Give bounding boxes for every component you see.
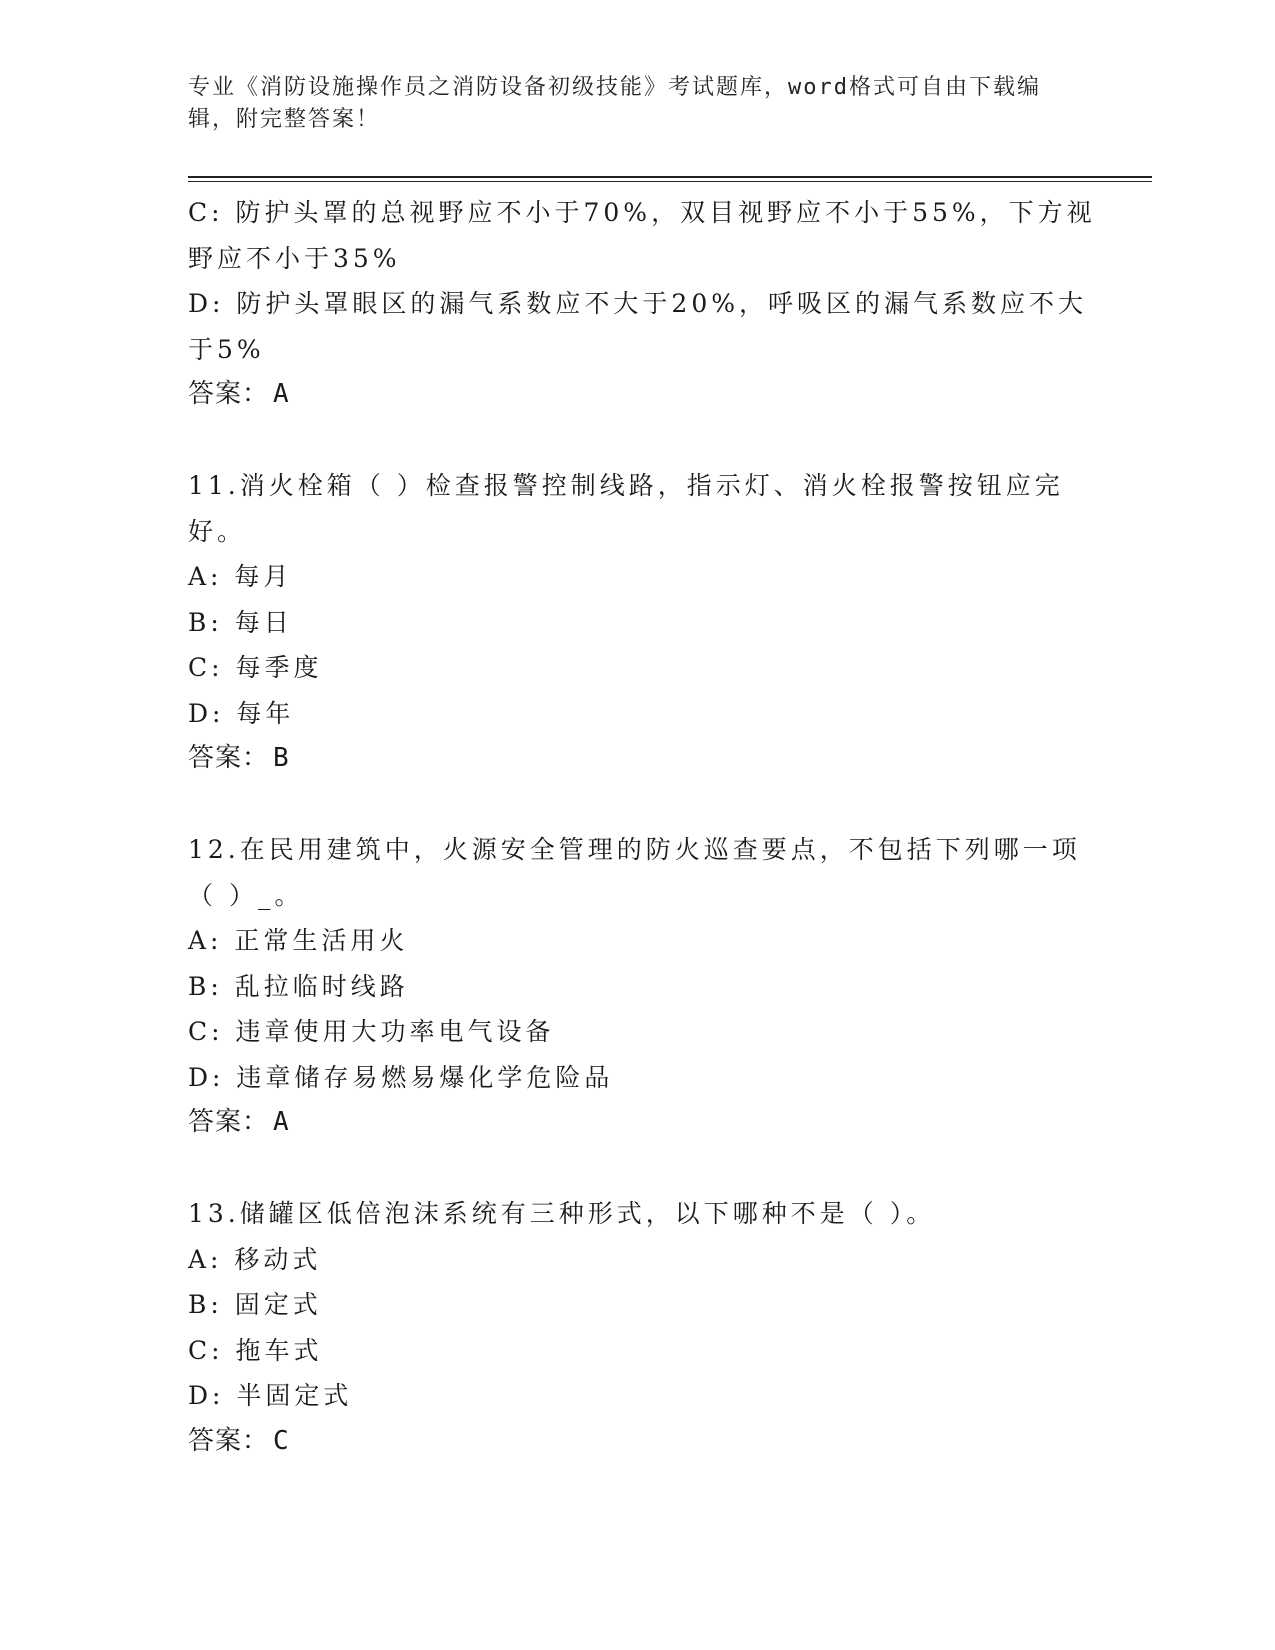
option-d: D: 半固定式: [188, 1381, 353, 1410]
question-11: [188, 463, 1088, 782]
question-13: [188, 1191, 1088, 1464]
header-line-1: 专业《消防设施操作员之消防设备初级技能》考试题库，word格式可自由下载编: [188, 75, 1041, 100]
question-12: [188, 827, 1088, 1146]
question-stem-line-1: 11.消火栓箱（ ）检查报警控制线路，指示灯、消火栓报警按钮应完: [188, 471, 1064, 500]
question-10-continuation: [188, 190, 1096, 418]
option-c: C: 每季度: [188, 653, 323, 682]
question-content: [188, 190, 1096, 1464]
option-a: A: 正常生活用火: [188, 926, 409, 955]
document-header: [188, 72, 1078, 136]
answer-value: A: [273, 1107, 290, 1137]
question-stem-line-2: 好。: [188, 516, 247, 546]
answer-value: B: [273, 743, 290, 773]
answer-line: [188, 372, 1088, 418]
question-spacer: [188, 782, 1088, 828]
answer-value: C: [273, 1425, 290, 1456]
option-c: C: 违章使用大功率电气设备: [188, 1017, 555, 1046]
option-d-line-1: D: 防护头罩眼区的漏气系数应不大于20%，呼吸区的漏气系数应不大: [188, 289, 1087, 318]
question-spacer: [188, 1146, 1088, 1192]
answer-line: [188, 1419, 1088, 1465]
option-b: B: 乱拉临时线路: [188, 971, 409, 1001]
header-divider-thin: [188, 181, 1152, 182]
option-c-line-1: C: 防护头罩的总视野应不小于70%，双目视野应不小于55%，下方视: [188, 198, 1096, 227]
answer-line: [188, 736, 1088, 782]
question-stem-line-1: 13.储罐区低倍泡沫系统有三种形式，以下哪种不是（ ）。: [188, 1199, 936, 1228]
answer-label: 答案：: [188, 379, 270, 409]
option-c-line-2: 野应不小于35%: [188, 243, 401, 273]
option-d-line-2: 于5%: [188, 334, 265, 364]
option-c: C: 拖车式: [188, 1335, 323, 1365]
answer-label: 答案：: [188, 1425, 270, 1456]
option-b: B: 每日: [188, 607, 293, 637]
answer-label: 答案：: [188, 743, 270, 773]
question-stem-line-1: 12.在民用建筑中，火源安全管理的防火巡查要点，不包括下列哪一项: [188, 835, 1081, 864]
header-line-2: 辑，附完整答案！: [188, 107, 381, 132]
option-d: D: 违章储存易燃易爆化学危险品: [188, 1062, 614, 1092]
answer-line: [188, 1100, 1088, 1146]
option-d: D: 每年: [188, 698, 295, 728]
option-a: A: 每月: [188, 562, 293, 591]
header-divider-thick: [188, 176, 1152, 178]
question-spacer: [188, 418, 1088, 464]
option-b: B: 固定式: [188, 1290, 322, 1319]
question-stem-line-2: （ ）_。: [188, 880, 304, 910]
option-a: A: 移动式: [188, 1244, 322, 1274]
answer-label: 答案：: [188, 1107, 270, 1137]
answer-value: A: [273, 379, 290, 409]
